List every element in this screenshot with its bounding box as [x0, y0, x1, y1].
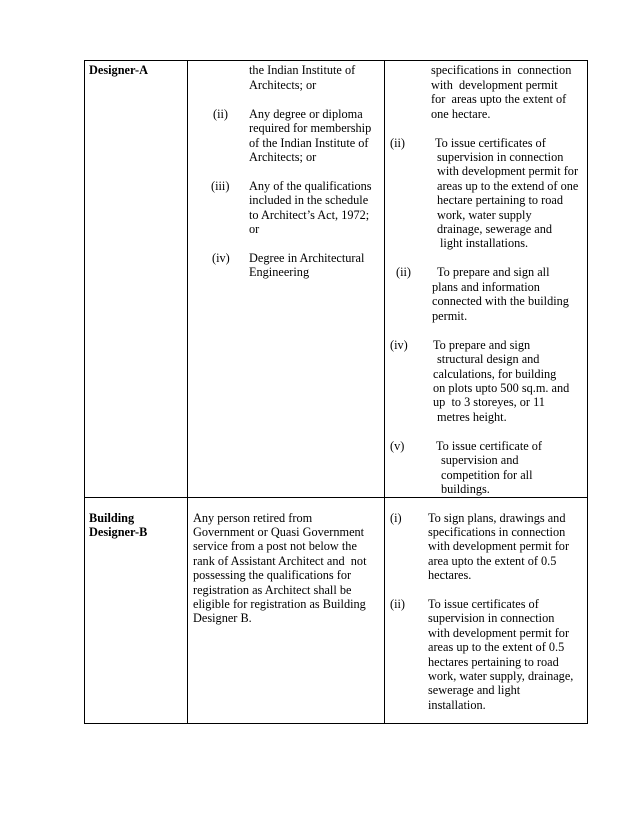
column-divider-2: [384, 60, 385, 724]
competence-text: areas up to the extend of one: [437, 179, 579, 193]
qualification-text: service from a post not below the: [193, 539, 357, 553]
competence-text: plans and information: [432, 280, 540, 294]
qualification-text: or: [249, 222, 260, 236]
competence-text: area upto the extent of 0.5: [428, 554, 557, 568]
competence-number: (ii): [390, 136, 406, 150]
competence-text: permit.: [432, 309, 468, 323]
competence-text: hectares pertaining to road: [428, 655, 559, 669]
qualification-text: the Indian Institute of: [249, 63, 356, 77]
competence-text: hectare pertaining to road: [437, 193, 563, 207]
qualification-text: possessing the qualifications for: [193, 568, 352, 582]
qualification-text: Designer B.: [193, 611, 252, 625]
qualification-number: (ii): [213, 107, 229, 121]
qualification-text: Any degree or diploma: [249, 107, 363, 121]
competence-text: drainage, sewerage and: [437, 222, 553, 236]
competence-number: (v): [390, 439, 405, 453]
competence-text: supervision in connection: [437, 150, 564, 164]
competence-text: work, water supply, drainage,: [428, 669, 574, 683]
qualification-text: of the Indian Institute of: [249, 136, 369, 150]
competence-text: up to 3 storeyes, or 11: [433, 395, 545, 409]
competence-text: specifications in connection: [431, 63, 572, 77]
competence-number: (iv): [390, 338, 408, 352]
competence-text: To issue certificates of: [435, 136, 546, 150]
competence-text: buildings.: [441, 482, 490, 496]
qualification-text: Degree in Architectural: [249, 251, 365, 265]
competence-text: supervision and: [441, 453, 519, 467]
competence-number: (ii): [390, 597, 406, 611]
competence-text: supervision in connection: [428, 611, 555, 625]
qualification-text: Architects; or: [249, 78, 317, 92]
competence-text: structural design and: [437, 352, 540, 366]
qualification-text: Architects; or: [249, 150, 317, 164]
qualification-text: Any of the qualifications: [249, 179, 372, 193]
competence-number: (i): [390, 511, 402, 525]
competence-text: light installations.: [440, 236, 529, 250]
table-border-right: [587, 60, 588, 724]
qualification-text: to Architect’s Act, 1972;: [249, 208, 370, 222]
qualification-number: (iii): [211, 179, 230, 193]
qualification-text: eligible for registration as Building: [193, 597, 366, 611]
table-border-top: [84, 60, 588, 61]
category-label: Designer-A: [89, 63, 148, 77]
competence-text: hectares.: [428, 568, 472, 582]
qualification-text: registration as Architect shall be: [193, 583, 352, 597]
competence-text: To issue certificate of: [436, 439, 543, 453]
competence-text: with development permit for: [428, 626, 570, 640]
qualification-number: (iv): [212, 251, 230, 265]
competence-text: for areas upto the extent of: [431, 92, 567, 106]
table-row-divider: [84, 497, 588, 498]
category-label: Designer-B: [89, 525, 148, 539]
qualification-text: Any person retired from: [193, 511, 313, 525]
competence-text: To prepare and sign: [433, 338, 531, 352]
qualification-text: included in the schedule: [249, 193, 369, 207]
competence-text: with development permit for: [437, 164, 579, 178]
competence-text: To sign plans, drawings and: [428, 511, 566, 525]
qualification-text: required for membership: [249, 121, 372, 135]
category-label: Building: [89, 511, 135, 525]
competence-text: work, water supply: [437, 208, 532, 222]
competence-text: on plots upto 500 sq.m. and: [433, 381, 570, 395]
competence-text: with development permit: [431, 78, 558, 92]
competence-text: competition for all: [441, 468, 533, 482]
table-border-bottom: [84, 723, 588, 724]
competence-text: To prepare and sign all: [437, 265, 550, 279]
competence-text: specifications in connection: [428, 525, 566, 539]
competence-text: areas up to the extent of 0.5: [428, 640, 565, 654]
table-border-left: [84, 60, 85, 724]
qualification-text: Government or Quasi Government: [193, 525, 365, 539]
competence-text: calculations, for building: [433, 367, 557, 381]
competence-text: sewerage and light: [428, 683, 521, 697]
competence-text: with development permit for: [428, 539, 570, 553]
qualification-text: rank of Assistant Architect and not: [193, 554, 367, 568]
competence-number: (ii): [396, 265, 412, 279]
competence-text: installation.: [428, 698, 486, 712]
competence-text: To issue certificates of: [428, 597, 539, 611]
competence-text: one hectare.: [431, 107, 491, 121]
qualification-text: Engineering: [249, 265, 310, 279]
competence-text: connected with the building: [432, 294, 569, 308]
column-divider-1: [187, 60, 188, 724]
competence-text: metres height.: [437, 410, 507, 424]
